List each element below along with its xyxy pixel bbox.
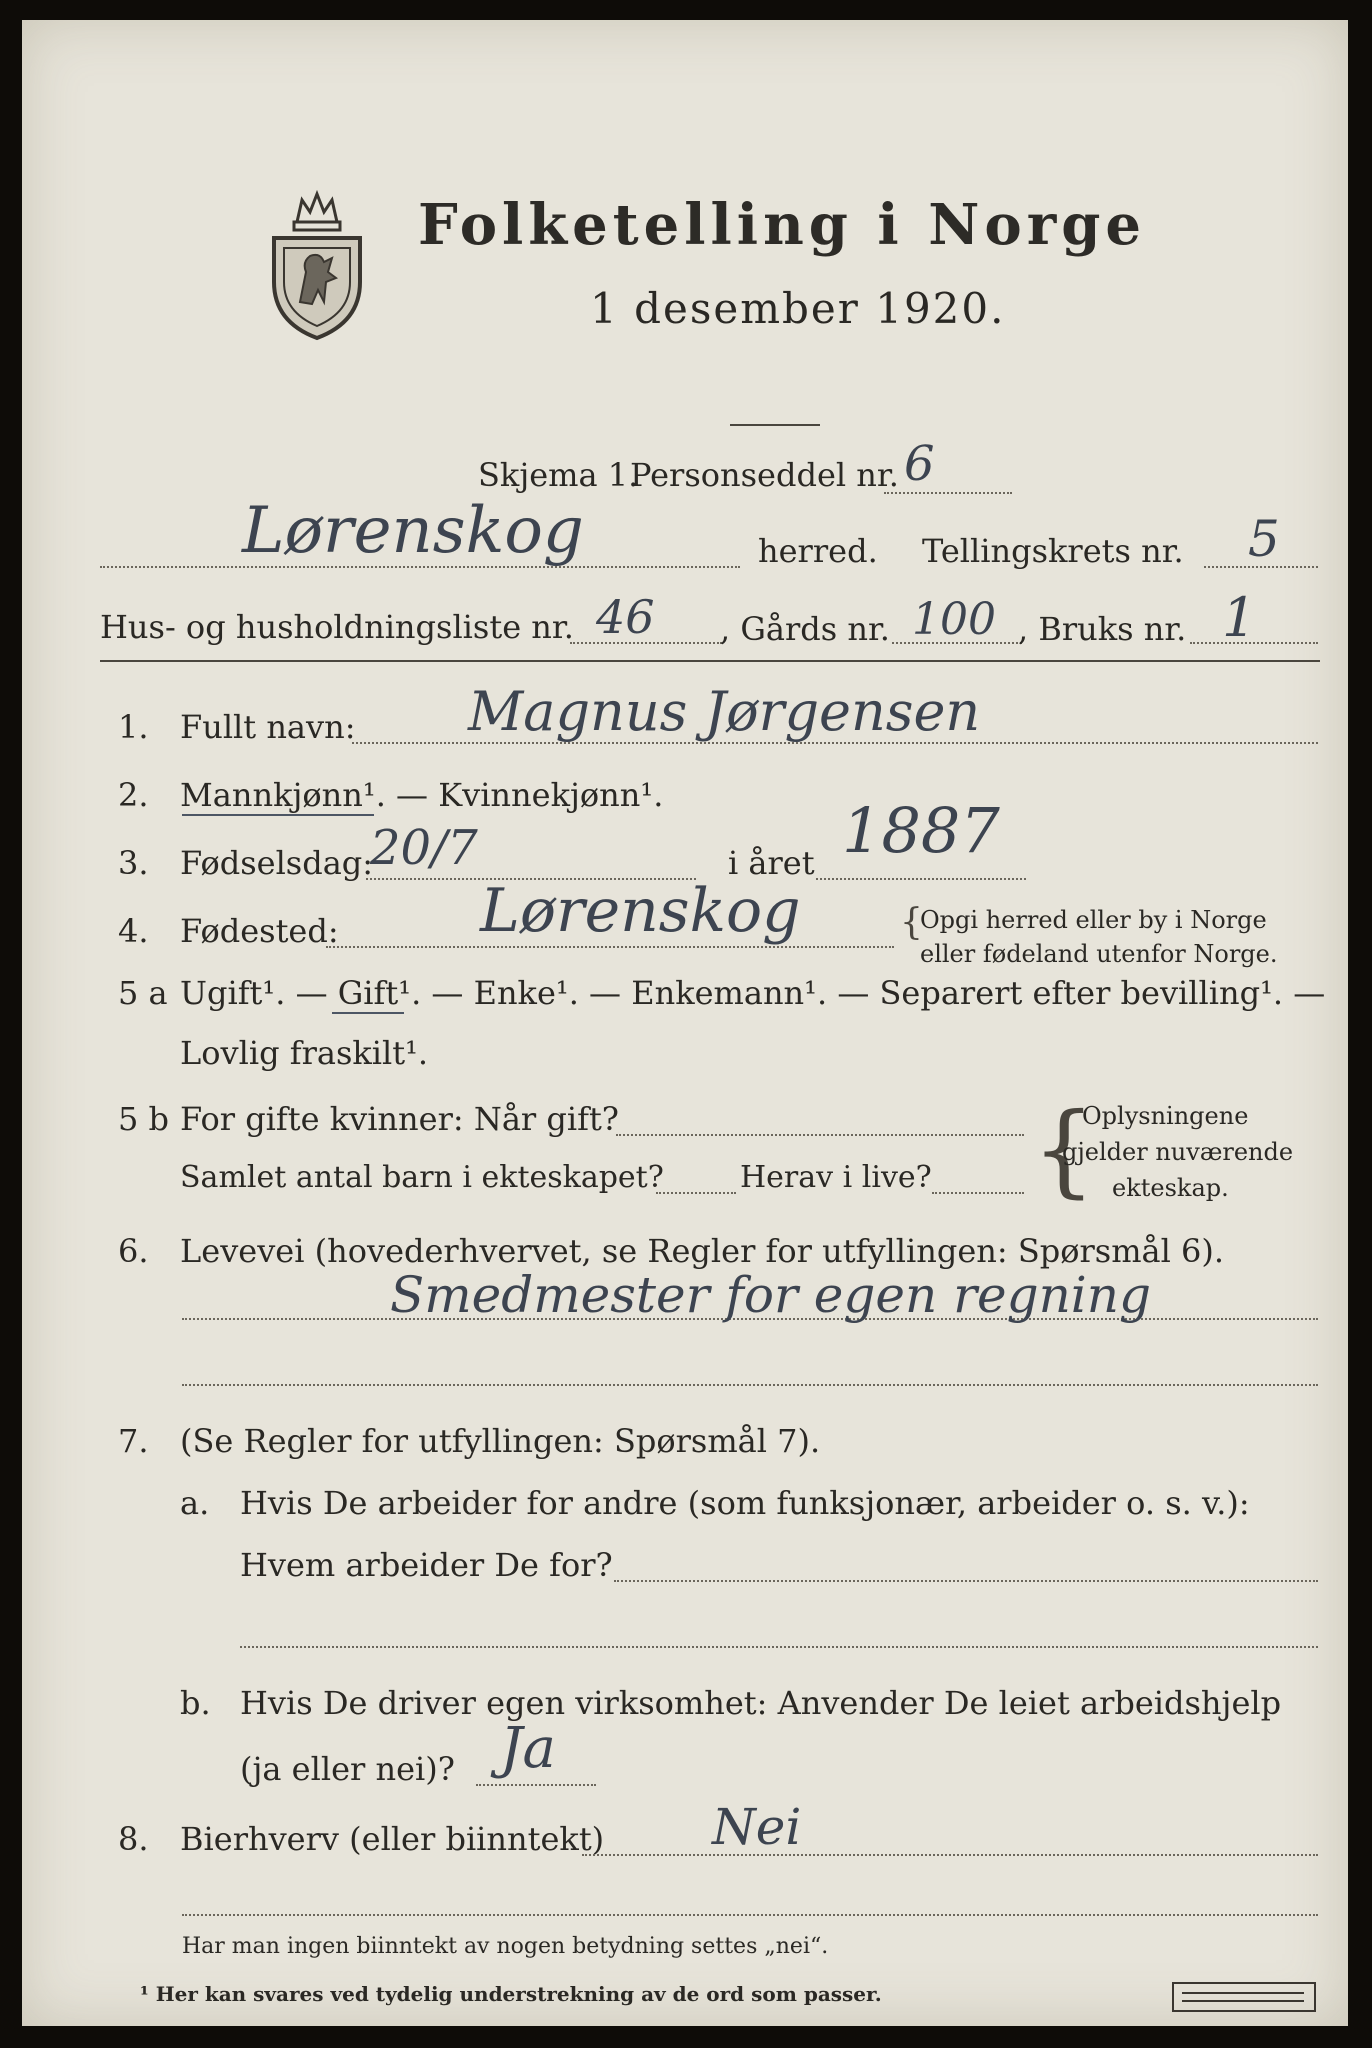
coat-of-arms-icon <box>262 182 372 342</box>
q5a-line1: Ugift¹. — Gift¹. — Enke¹. — Enkemann¹. — Separert efter bevilling¹. — <box>180 974 1326 1012</box>
q5b-line2: Samlet antal barn i ekteskapet? <box>180 1160 664 1195</box>
q7-label: (Se Regler for utfyllingen: Spørsmål 7). <box>180 1422 821 1460</box>
birthplace-value[interactable]: Lørenskog <box>480 876 801 946</box>
census-form-page <box>22 20 1348 2026</box>
q3-label: Fødselsdag: <box>180 844 374 882</box>
q6-label: Levevei (hovederhvervet, se Regler for utfyllingen: Spørsmål 6). <box>180 1232 1225 1270</box>
q5b-number: 5 b <box>118 1100 170 1138</box>
header-divider <box>100 660 1320 662</box>
biinntekt-note: Har man ingen biinntekt av nogen betydning settes „nei“. <box>182 1934 829 1959</box>
q5b-line1: For gifte kvinner: Når gift? <box>180 1100 619 1138</box>
bruks-label: , Bruks nr. <box>1018 610 1187 648</box>
tellingskrets-value[interactable]: 5 <box>1248 510 1280 568</box>
side-income-value[interactable]: Nei <box>712 1798 802 1856</box>
herred-value[interactable]: Lørenskog <box>242 494 584 568</box>
title-divider <box>730 424 820 426</box>
q7b-letter: b. <box>180 1684 211 1722</box>
q3-number: 3. <box>118 844 149 882</box>
q1-label: Fullt navn: <box>180 708 356 746</box>
q7a-letter: a. <box>180 1484 210 1522</box>
full-name-value[interactable]: Magnus Jørgensen <box>468 680 981 743</box>
personseddel-label: Personseddel nr. <box>630 456 899 494</box>
hired-help-value[interactable]: Ja <box>500 1716 556 1781</box>
q8-label: Bierhverv (eller biinntekt) <box>180 1820 605 1858</box>
q2-number: 2. <box>118 776 149 814</box>
gift-underline <box>332 1012 404 1014</box>
birthday-value[interactable]: 20/7 <box>370 820 478 876</box>
q7b-line2: (ja eller nei)? <box>240 1750 455 1788</box>
birth-year-value[interactable]: 1887 <box>842 794 1000 867</box>
q5a-number: 5 a <box>118 974 168 1012</box>
marriage-note-3: ekteskap. <box>1112 1174 1229 1202</box>
gards-label: , Gårds nr. <box>720 610 890 648</box>
footnote: ¹ Her kan svares ved tydelig understrekning av de ord som passer. <box>140 1982 882 2006</box>
hus-value[interactable]: 46 <box>596 590 655 644</box>
q7a-line2: Hvem arbeider De for? <box>240 1546 613 1584</box>
bruks-value[interactable]: 1 <box>1222 586 1257 649</box>
q2-label: Mannkjønn¹. — Kvinnekjønn¹. <box>180 776 664 814</box>
q8-number: 8. <box>118 1820 149 1858</box>
note-brace: { <box>900 902 923 943</box>
census-date: 1 desember 1920. <box>590 284 1006 333</box>
hus-label: Hus- og husholdningsliste nr. <box>100 608 574 646</box>
tellingskrets-label: Tellingskrets nr. <box>922 532 1184 570</box>
q7b-line1: Hvis De driver egen virksomhet: Anvender De leiet arbeidshjelp <box>240 1684 1282 1722</box>
form-title: Folketelling i Norge <box>418 192 1147 258</box>
gards-value[interactable]: 100 <box>912 594 996 645</box>
employer-field[interactable] <box>614 1580 1318 1582</box>
q6-number: 6. <box>118 1232 149 1270</box>
note-brace-2: { <box>1032 1091 1096 1208</box>
q7-number: 7. <box>118 1422 149 1460</box>
printer-stamp <box>1172 1982 1316 2012</box>
herred-label: herred. <box>758 532 878 570</box>
mannkjonn-underline <box>182 814 374 816</box>
personseddel-value[interactable]: 6 <box>904 436 935 492</box>
year-label: i året <box>728 844 815 882</box>
skjema-label: Skjema 1. <box>478 456 639 494</box>
birthplace-note-1: Opgi herred eller by i Norge <box>920 906 1267 934</box>
marriage-note-1: Oplysningene <box>1082 1102 1249 1130</box>
q4-label: Fødested: <box>180 912 339 950</box>
occupation-value[interactable]: Smedmester for egen regning <box>390 1266 1151 1324</box>
q1-number: 1. <box>118 708 149 746</box>
birthplace-note-2: eller fødeland utenfor Norge. <box>920 940 1278 968</box>
q5a-line2: Lovlig fraskilt¹. <box>180 1034 429 1072</box>
q5b-live-label: Herav i live? <box>740 1160 932 1195</box>
q7a-line1: Hvis De arbeider for andre (som funksjonær, arbeider o. s. v.): <box>240 1484 1250 1522</box>
marriage-note-2: gjelder nuværende <box>1062 1138 1294 1166</box>
q4-number: 4. <box>118 912 149 950</box>
